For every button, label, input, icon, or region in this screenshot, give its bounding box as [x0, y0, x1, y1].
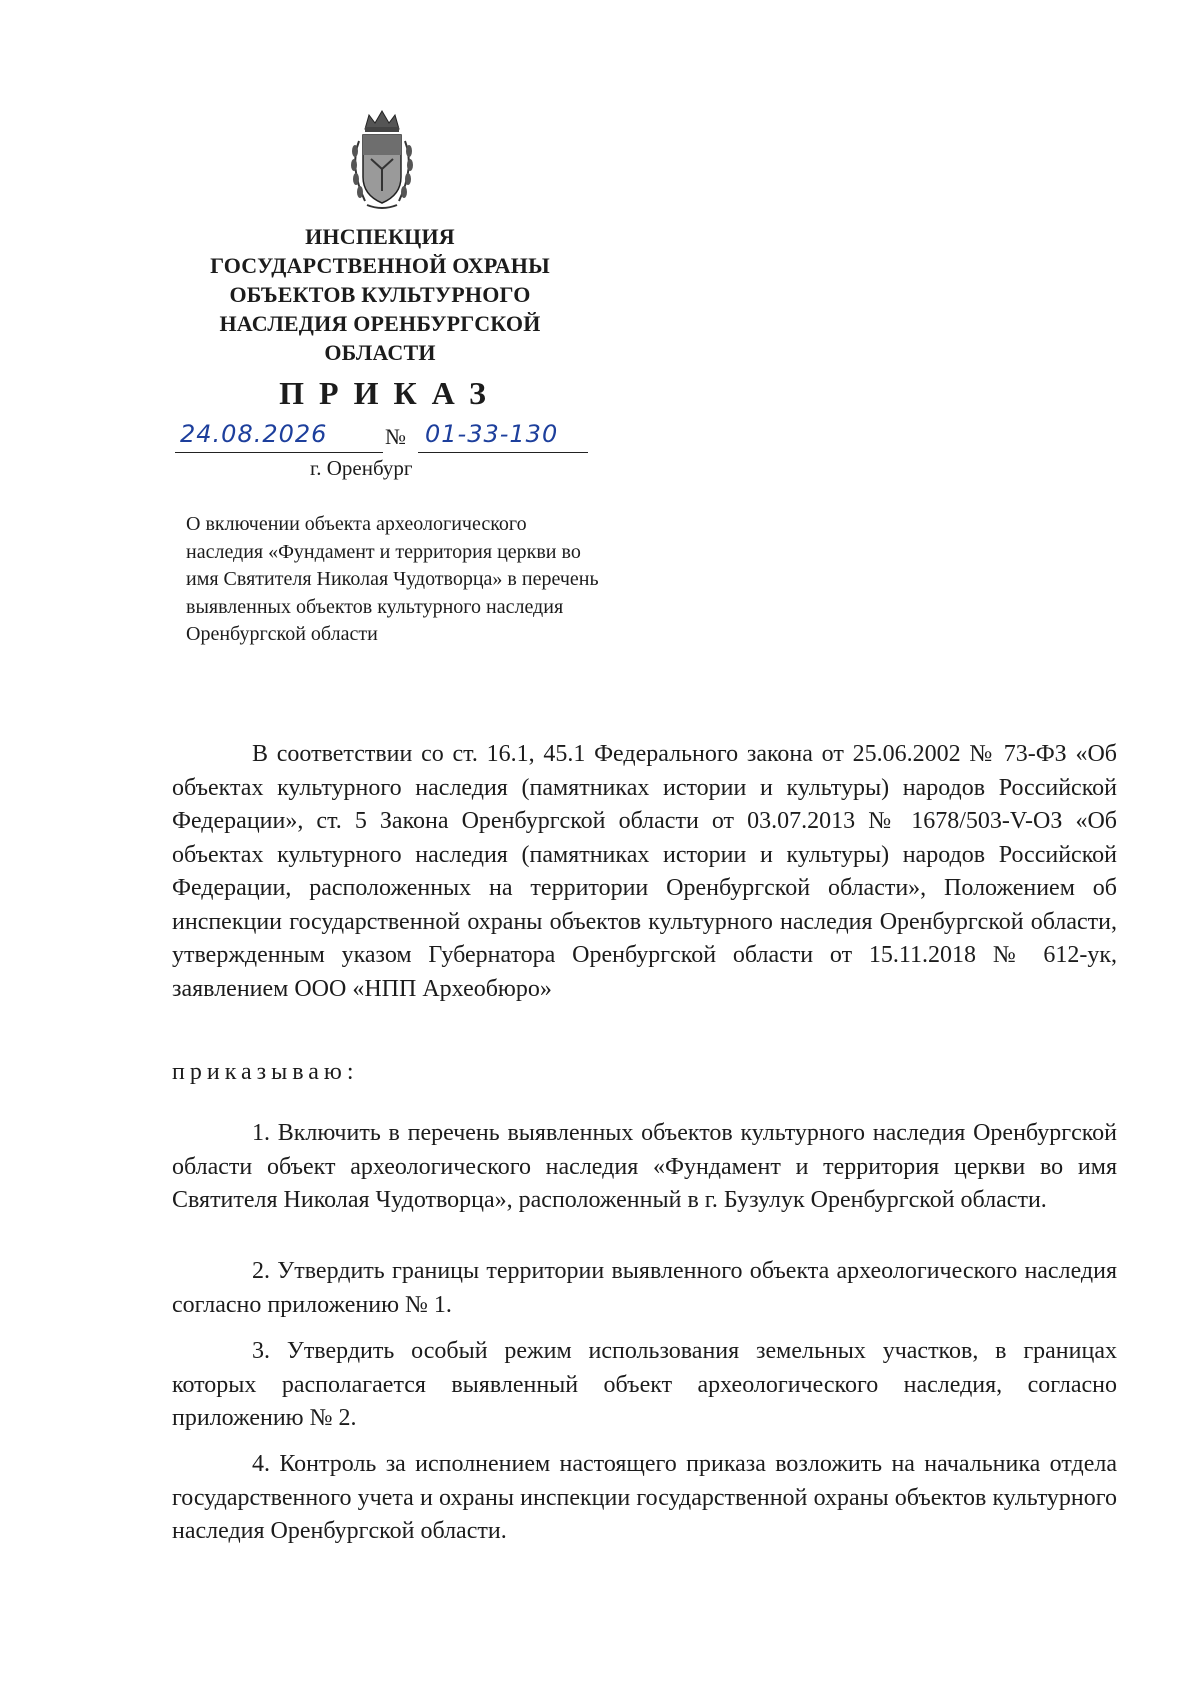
- order-date: 24.08.2026: [180, 420, 328, 448]
- document-type-title: ПРИКАЗ: [279, 375, 501, 411]
- order-item: 3. Утвердить особый режим использования земельных участков, в границах которых располагается выявленный объект археологического наследия, согласно приложению № 2.: [172, 1338, 1117, 1431]
- org-line: ОБЛАСТИ: [324, 340, 436, 365]
- city: г. Оренбург: [310, 456, 413, 480]
- org-line: ОБЪЕКТОВ КУЛЬТУРНОГО: [229, 282, 531, 307]
- order-number: 01-33-130: [425, 420, 559, 448]
- order-item: 1. Включить в перечень выявленных объектов культурного наследия Оренбургской области объект археологического наследия «Фундамент и территория церкви во имя Святителя Николая Чудотворца», расположенный в г. Бузулук Оренбургской области.: [172, 1120, 1117, 1213]
- order-item: 2. Утвердить границы территории выявленного объекта археологического наследия согласно приложению № 1.: [172, 1258, 1117, 1318]
- org-line: ИНСПЕКЦИЯ: [305, 224, 455, 249]
- order-subject: О включении объекта археологического наследия «Фундамент и территория церкви во имя Святителя Николая Чудотворца» в перечень выявленных объектов культурного наследия Оренбургской области: [186, 513, 599, 645]
- organization-name: [170, 222, 590, 367]
- number-sign: №: [385, 424, 406, 449]
- org-line: ГОСУДАРСТВЕННОЙ ОХРАНЫ: [210, 253, 550, 278]
- org-line: НАСЛЕДИЯ ОРЕНБУРГСКОЙ: [219, 311, 541, 336]
- order-item: 4. Контроль за исполнением настоящего приказа возложить на начальника отдела государственного учета и охраны инспекции государственной охраны объектов культурного наследия Оренбургской области.: [172, 1451, 1117, 1544]
- coat-of-arms-icon: [345, 107, 419, 211]
- legal-basis-paragraph: В соответствии со ст. 16.1, 45.1 Федерального закона от 25.06.2002 № 73-ФЗ «Об объектах культурного наследия (памятниках истории и культуры) народов Российской Федерации», ст. 5 Закона Оренбургской области от 03.07.2013 № 1678/503-V-ОЗ «Об объектах культурного наследия (памятниках истории и культуры) народов Российской Федерации, расположенных на территории Оренбургской области», Положением об инспекции государственной охраны объектов культурного наследия Оренбургской области, утвержденным указом Губернатора Оренбургской области от 15.11.2018 № 612-ук, заявлением ООО «НПП Археобюро»: [172, 741, 1117, 1002]
- order-word: приказываю:: [172, 1059, 359, 1085]
